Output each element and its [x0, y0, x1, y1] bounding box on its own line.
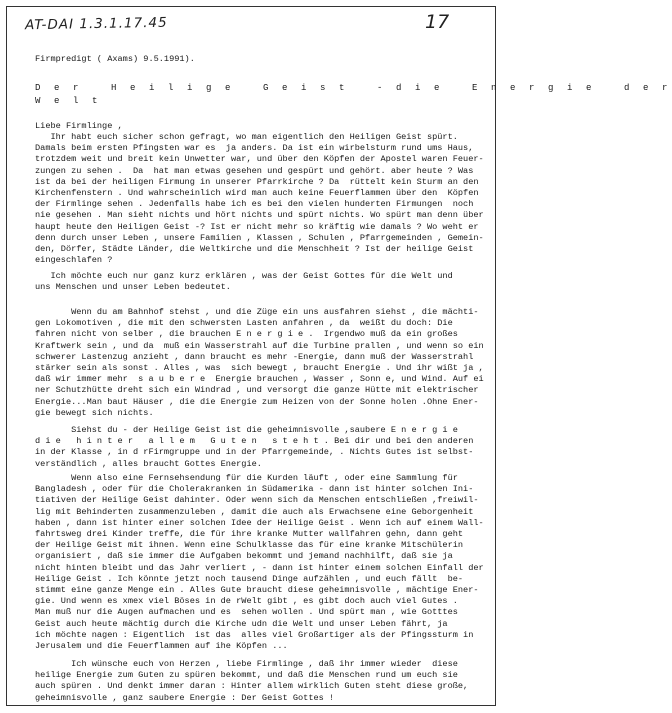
- text-line: Energie...Man baut Häuser , die die Energie zum Heizen von der Sonne holen .Ohne Ener-: [35, 396, 479, 407]
- text-line: trotzdem weit und breit kein Unwetter war, und über den Köpfen der Apostel waren Feuer-: [35, 154, 484, 165]
- paragraph-3: [35, 307, 487, 419]
- text-line: haben , dann ist hinter einer solchen Idee der Heilige Geist . Wenn ich auf einem Wall-: [35, 517, 484, 528]
- salutation: [35, 121, 487, 132]
- text-line: schwerer Lastenzug anzieht , dann braucht es mehr -Energie, dann muß der Wasserstrahl: [35, 351, 474, 362]
- text-line: zungen zu sehen . Da hat man etwas gesehen und gespürt und gehört. aber heute ? Was: [35, 165, 474, 176]
- sermon-header: [35, 54, 487, 65]
- text-line: Ich wünsche euch von Herzen , liebe Firmlinge , daß ihr immer wieder diese: [35, 659, 458, 669]
- text-line: Man muß nur die Augen aufmachen und es sehen wollen . Und spürt man , wie Gotttes: [35, 607, 458, 618]
- text-line: uns Menschen und unser Leben bedeutet.: [35, 282, 231, 293]
- text-line: gie. Und wenn es xmex viel Böses in de rWelt gibt , es gibt doch auch viel Gutes .: [35, 596, 458, 607]
- text-line: haupt heute den Heiligen Geist -? Ist er nicht mehr so kräftig wie damals ? Wo weht er: [35, 221, 479, 232]
- salutation-line: Liebe Firmlinge ,: [35, 121, 123, 131]
- text-line: d i e h i n t e r a l l e m G u t e n s t e h t . Bei dir und bei den anderen: [35, 436, 474, 447]
- archive-stamp: AT-DAI 1.3.1.17.45: [24, 14, 168, 34]
- text-line: nicht hinten bleibt und das Jahr verliert , - dann ist hinter einem solchen Einfall der: [35, 562, 484, 573]
- text-line: ich möchte nagen : Eigentlich ist das alles viel Großartiger als der Pfingssturm in: [35, 629, 474, 640]
- paragraph-1: [35, 132, 487, 266]
- text-line: Geist auch heute mächtig durch die Kirche udn die Welt und unser Leben fährt, ja: [35, 618, 448, 629]
- paragraph-2: [35, 271, 487, 293]
- text-line: gen Lokomotiven , die mit den schwersten Lasten anfahren , da weißt du doch: Die: [35, 318, 453, 329]
- text-line: Kraftwerk sein , und da muß ein Wasserstrahl auf die Turbine prallen , und wenn so ein: [35, 340, 484, 351]
- text-line: Ich möchte euch nur ganz kurz erklären , was der Geist Gottes für die Welt und: [35, 271, 453, 281]
- text-line: Heilige Geist . Ich könnte jetzt noch tausend Dinge aufzählen , und euch fällt be-: [35, 573, 464, 584]
- sermon-title: [35, 82, 672, 108]
- text-line: fahren nicht von selber , die brauchen E n e r g i e . Irgendwo muß da ein großes: [35, 329, 458, 340]
- text-line: lig mit Behinderten zusammenzuleben , damit die auch als Erwachsene eine Geborgenheit: [35, 506, 474, 517]
- text-line: Ihr habt euch sicher schon gefragt, wo man eigentlich den Heiligen Geist spürt.: [35, 132, 458, 142]
- text-line: Siehst du - der Heilige Geist ist die geheimnisvolle ,saubere E n e r g i e: [35, 425, 458, 435]
- text-line: ner Schutzhütte dreht sich ein Windrad , und versorgt die ganze Hütte mit elektrischer: [35, 385, 479, 396]
- header-line: Firmpredigt ( Axams) 9.5.1991).: [35, 54, 195, 64]
- text-line: denn durch unser Leben , unsere Familien , Klassen , Schulen , Pfarrgemeinden , Gemein-: [35, 232, 484, 243]
- text-line: den, Dörfer, Städte Länder, die Weltkirche und die Menschheit ? Ist der heilige Geist: [35, 244, 474, 255]
- text-line: tiativen der Heilige Geist dahinter. Oder wenn sich da Menschen entschließen ,freiwil-: [35, 495, 479, 506]
- document-page: [6, 6, 672, 706]
- text-line: gie bewegt sich nichts.: [35, 407, 154, 418]
- text-line: der Firmlinge sehen . Jedenfalls habe ich es bei den vielen hunderten Firmungen noch: [35, 199, 474, 210]
- text-line: Bangladesh , oder für die Cholerakranken in Südamerika - dann ist hinter solchen Ini-: [35, 484, 474, 495]
- text-line: nie gesehen . Man sieht nichts und hört nichts und spürt nichts. Wo spürt man denn über: [35, 210, 484, 221]
- text-line: Damals beim ersten Pfingsten war es ja anders. Da ist ein wirbelsturm rund ums Haus,: [35, 143, 474, 154]
- paragraph-5: [35, 473, 487, 652]
- text-line: ist da bei der heiligen Firmung in unserer Pfarrkirche ? Da rüttelt kein Sturm an den: [35, 176, 479, 187]
- text-line: verständlich , alles braucht Gottes Energie.: [35, 458, 262, 469]
- text-line: daß wir immer mehr s a u b e r e Energie brauchen , Wasser , Sonn e, und Wind. Auf ei: [35, 374, 484, 385]
- text-line: Jerusalem und die Feuerflammen auf ihe Köpfen ...: [35, 641, 288, 652]
- text-line: organisiert , daß sie immer die Aufgaben bekommt und jemand nachhilft, daß sie ja: [35, 551, 453, 562]
- text-line: stimmt eine ganze Menge ein . Alles Gute braucht diese geheimnisvolle , mächtige Ener-: [35, 585, 479, 596]
- text-line: Kirchenfenstern . Und wahrscheinlich wird man auch keine Feuerflammen über den Köpfen: [35, 188, 479, 199]
- text-line: eingeschlafen ?: [35, 255, 113, 266]
- page-number: 17: [425, 11, 450, 33]
- paragraph-6: [35, 659, 487, 704]
- paragraph-4: [35, 425, 487, 470]
- title-line: W e l t: [35, 96, 102, 106]
- text-line: stärker sein als sonst . Alles , was sich bewegt , braucht Energie . Und ihr wißt ja ,: [35, 363, 484, 374]
- text-line: fahrtsweg drei Kinder treffe, die für ihre kranke Mutter wallfahren gehn, dann geht: [35, 529, 464, 540]
- text-line: auch spüren . Und denkt immer daran : Hinter allem wirklich Guten steht diese große,: [35, 681, 469, 692]
- text-line: geheimnisvolle , ganz saubere Energie : Der Geist Gottes !: [35, 692, 335, 703]
- title-line: D e r H e i l i g e G e i s t - d i e E n e r g i e d e r: [35, 83, 672, 93]
- text-line: Wenn du am Bahnhof stehst , und die Züge ein uns ausfahren siehst , die mächti-: [35, 307, 479, 317]
- text-line: Wenn also eine Fernsehsendung für die Kurden läuft , oder eine Sammlung für: [35, 473, 458, 483]
- text-line: der Heilige Geist mit ihnen. Wenn eine Schulklasse das für eine kranke Mitschülerin: [35, 540, 464, 551]
- text-line: in der Klasse , in d rFirmgruppe und in der Pfarrgemeinde, . Nichts Gutes ist selbst-: [35, 447, 474, 458]
- text-line: heilige Energie zum Guten zu spüren bekommt, und daß die Menschen rund um euch sie: [35, 670, 458, 681]
